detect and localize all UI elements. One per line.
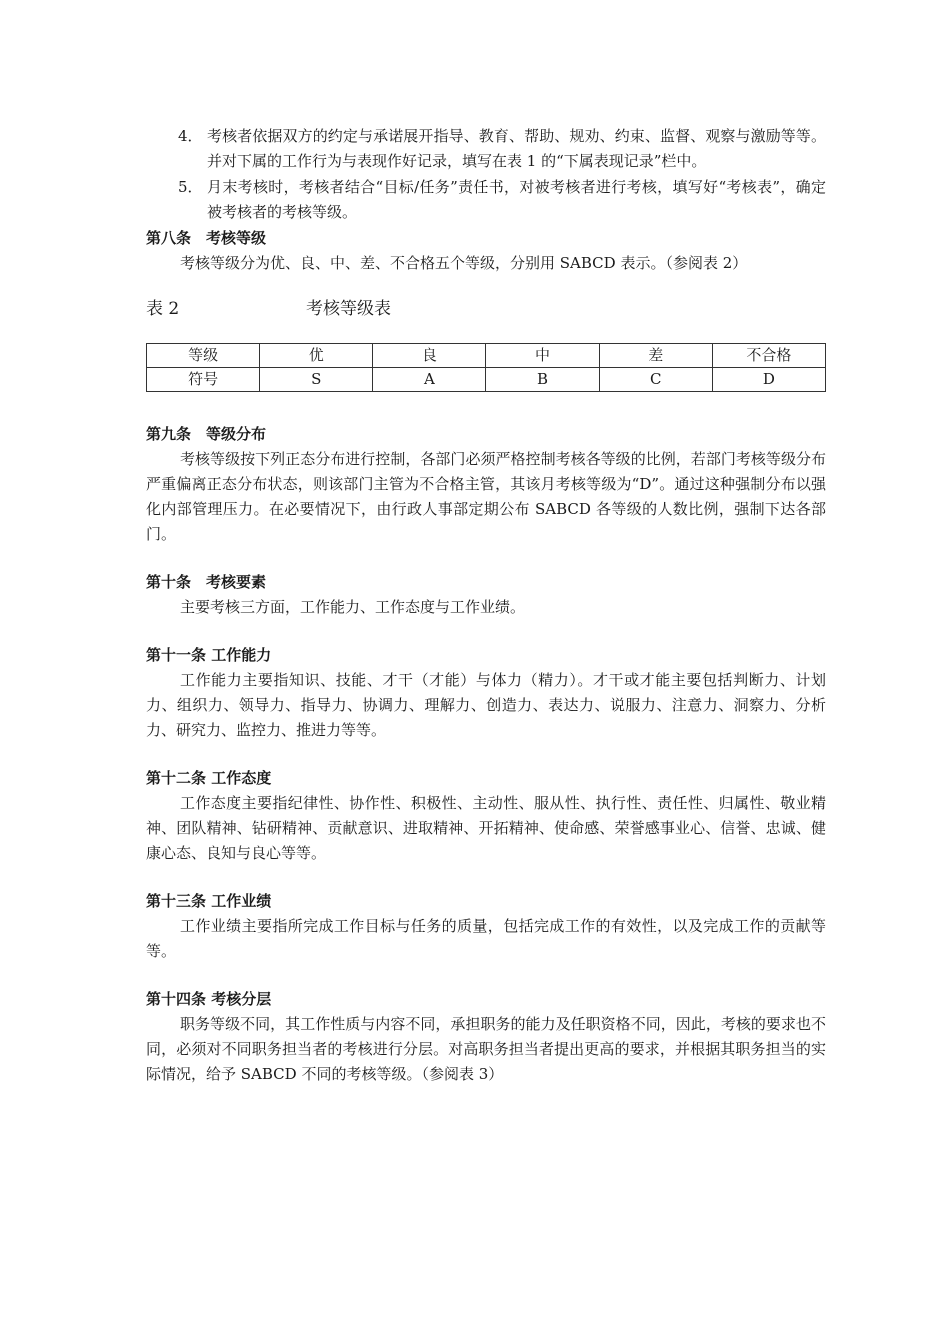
grade-table [146,343,826,392]
table-cell: 符号 [147,368,260,392]
table-cell: 不合格 [712,344,825,368]
article9-body: 考核等级按下列正态分布进行控制，各部门必须严格控制考核各等级的比例，若部门考核等级分布严重偏离正态分布状态，则该部门主管为不合格主管，其该月考核等级为“D”。通过这种强制分布以强化内部管理压力。在必要情况下，由行政人事部定期公布 SABCD 各等级的人数比例，强制下达各部门。 [146,450,826,543]
list-item [146,124,826,174]
table2-label: 表 2 [146,299,180,319]
table-cell: B [486,368,599,392]
section-gap [146,547,826,570]
table-cell: 等级 [147,344,260,368]
table-cell: S [260,368,373,392]
article10-body: 主要考核三方面，工作能力、工作态度与工作业绩。 [180,598,526,616]
section-gap [146,964,826,987]
article13-body: 工作业绩主要指所完成工作目标与任务的质量，包括完成工作的有效性，以及完成工作的贡献等等。 [146,917,826,960]
list-number: 5． [178,178,203,196]
table-cell: 中 [486,344,599,368]
article8-body: 考核等级分为优、良、中、差、不合格五个等级，分别用 SABCD 表示。（参阅表 2） [180,254,748,272]
list-text: 月末考核时，考核者结合“目标/任务”责任书，对被考核者进行考核，填写好“考核表”，确定被考核者的考核等级。 [207,178,826,221]
article11-body: 工作能力主要指知识、技能、才干（才能）与体力（精力）。才干或才能主要包括判断力、计划力、组织力、领导力、指导力、协调力、理解力、创造力、表达力、说服力、注意力、洞察力、分析力、研究力、监控力、推进力等等。 [146,671,826,739]
table-cell: A [373,368,486,392]
table-cell: C [599,368,712,392]
section-gap [146,743,826,766]
article11-heading: 第十一条 工作能力 [146,646,272,664]
table2-title: 考核等级表 [306,299,391,319]
article10-heading: 第十条 考核要素 [146,573,267,591]
article8-heading: 第八条 考核等级 [146,229,267,247]
section-gap [146,866,826,889]
section-gap [146,620,826,643]
table-cell: 差 [599,344,712,368]
article13-heading: 第十三条 工作业绩 [146,892,272,910]
table-row [147,368,826,392]
article12-body: 工作态度主要指纪律性、协作性、积极性、主动性、服从性、执行性、责任性、归属性、敬业精神、团队精神、钻研精神、贡献意识、进取精神、开拓精神、使命感、荣誉感事业心、信誉、忠诚、健康心态、良知与良心等等。 [146,794,826,862]
article14-body: 职务等级不同，其工作性质与内容不同，承担职务的能力及任职资格不同，因此，考核的要求也不同，必须对不同职务担当者的考核进行分层。对高职务担当者提出更高的要求，并根据其职务担当的实际情况，给予 SABCD 不同的考核等级。（参阅表 3） [146,1015,826,1083]
table-cell: 良 [373,344,486,368]
document-page [146,124,826,1087]
table2-caption [146,295,826,323]
article9-heading: 第九条 等级分布 [146,425,267,443]
table-cell: 优 [260,344,373,368]
article14-heading: 第十四条 考核分层 [146,990,272,1008]
table-row [147,344,826,368]
list-number: 4． [178,127,203,145]
list-text: 考核者依据双方的约定与承诺展开指导、教育、帮助、规劝、约束、监督、观察与激励等等。并对下属的工作行为与表现作好记录，填写在表 1 的“下属表现记录”栏中。 [207,127,826,170]
table-cell: D [712,368,825,392]
list-item [146,175,826,225]
article12-heading: 第十二条 工作态度 [146,769,272,787]
